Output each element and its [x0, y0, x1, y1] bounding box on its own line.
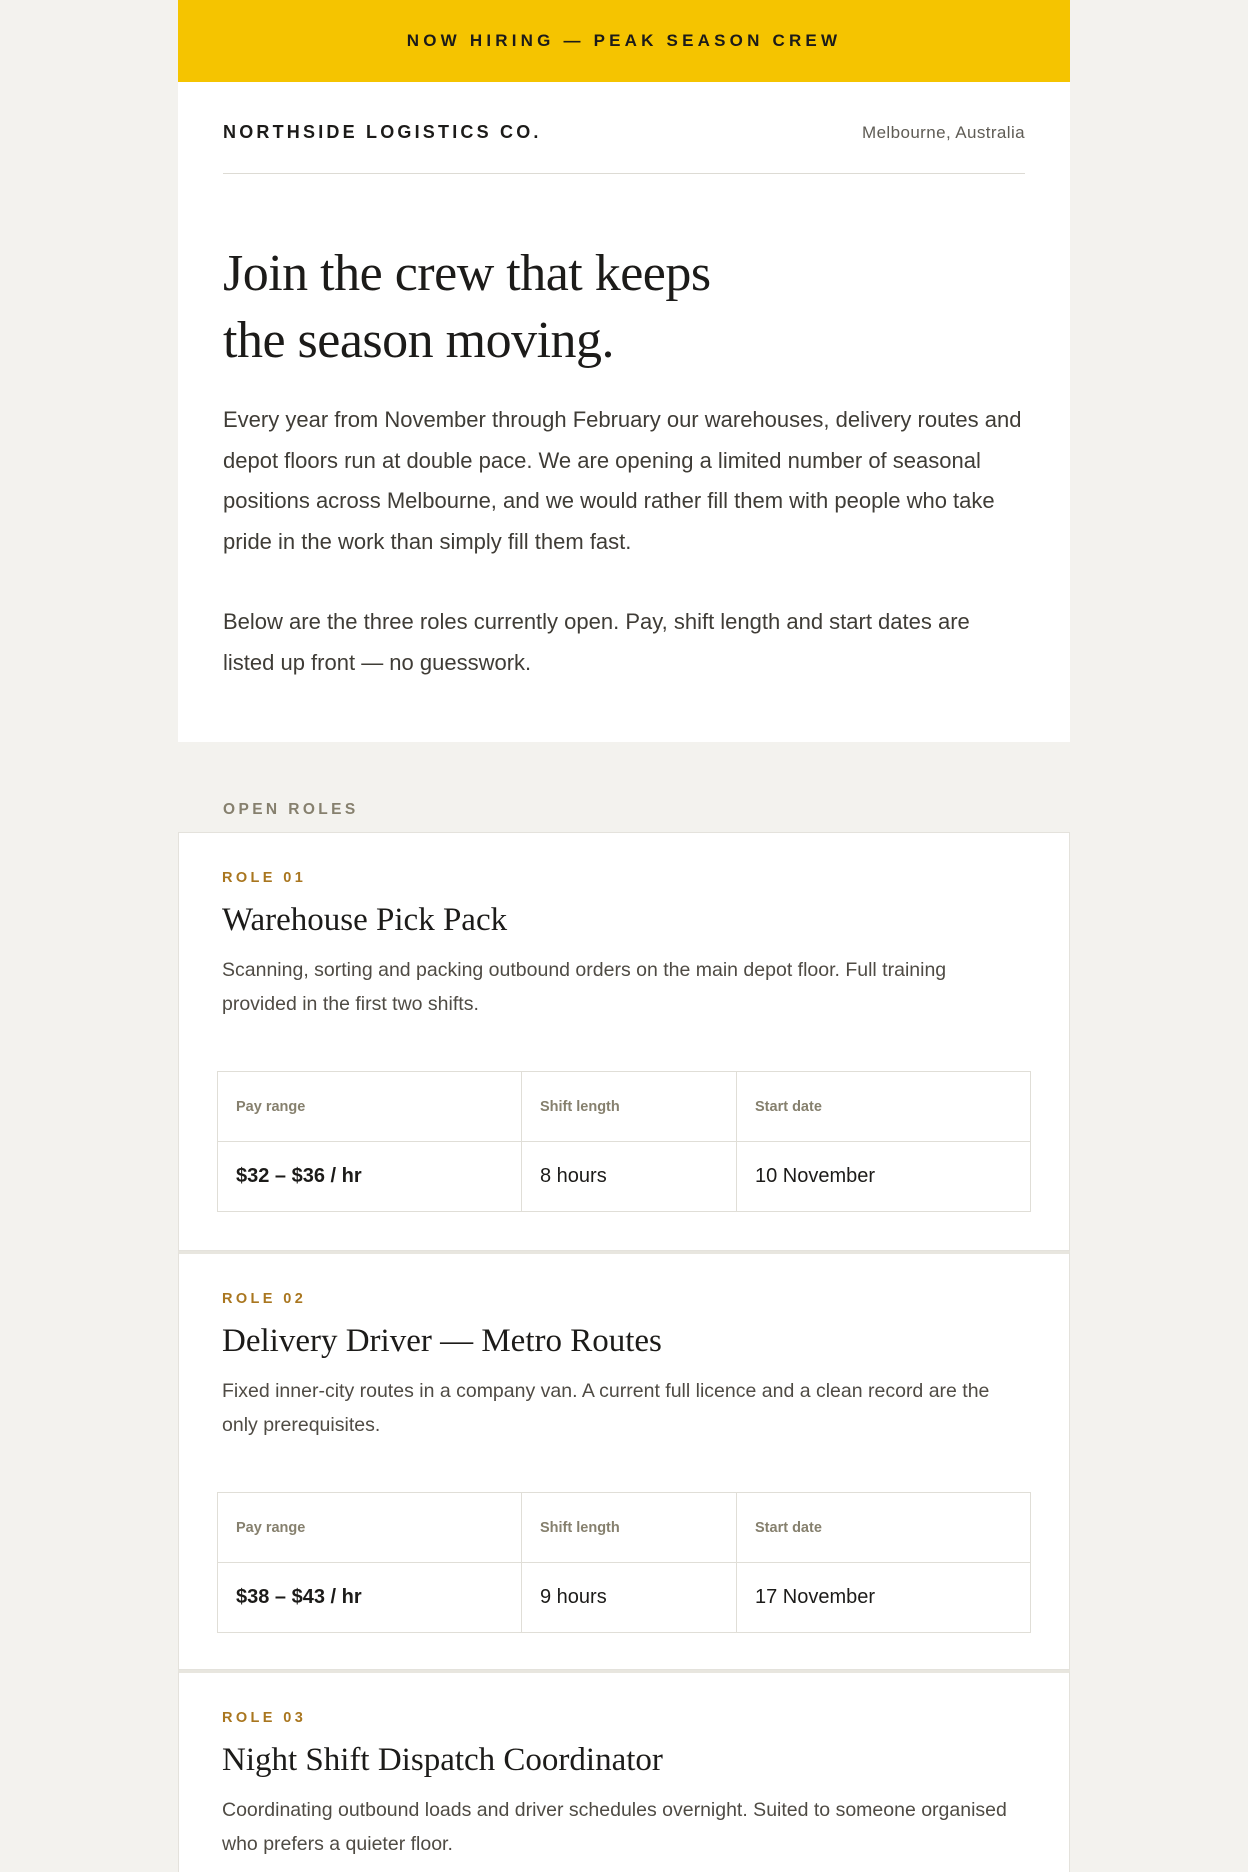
fact-cell	[737, 1493, 1031, 1563]
fact-cell	[737, 1072, 1031, 1142]
pay-range-value: $32 – $36 / hr	[236, 1165, 362, 1187]
shift-length-label: Shift length	[540, 1098, 620, 1115]
intro-paragraph-1: Every year from November through February our warehouses, delivery routes and depot floors run at double pace. We are opening a limited number of seasonal positions across Melbourne, and we would rather fill them with people who take pride in the work than simply fill them fast.	[223, 407, 1022, 554]
fact-cell	[218, 1142, 522, 1212]
start-date-label: Start date	[755, 1519, 822, 1536]
fact-cell	[522, 1072, 737, 1142]
pay-range-label: Pay range	[236, 1098, 306, 1115]
fact-cell	[522, 1563, 737, 1633]
shift-length-value: 9 hours	[540, 1586, 607, 1608]
fact-cell	[737, 1563, 1031, 1633]
pay-range-value: $38 – $43 / hr	[236, 1586, 362, 1608]
role-title[interactable]: Warehouse Pick Pack	[222, 902, 508, 938]
brand-name: NORTHSIDE LOGISTICS CO.	[223, 122, 542, 142]
role-title[interactable]: Delivery Driver — Metro Routes	[222, 1323, 662, 1359]
role-facts-table	[217, 1492, 1031, 1633]
open-roles-label: OPEN ROLES	[223, 801, 359, 818]
role-description: Scanning, sorting and packing outbound orders on the main depot floor. Full training provided in the first two shifts.	[222, 959, 947, 1015]
headline-line-2: the season moving.	[223, 312, 615, 369]
role-card[interactable]	[178, 1670, 1070, 1872]
fact-cell	[737, 1142, 1031, 1212]
intro-section	[178, 82, 1070, 742]
shift-length-value: 8 hours	[540, 1165, 607, 1187]
shift-length-label: Shift length	[540, 1519, 620, 1536]
roles-list	[178, 832, 1070, 1872]
banner-text: NOW HIRING — PEAK SEASON CREW	[406, 31, 842, 50]
role-facts-table	[217, 1071, 1031, 1212]
role-card[interactable]	[178, 832, 1070, 1251]
role-description: Fixed inner-city routes in a company van. A current full licence and a clean record are the only prerequisites.	[222, 1380, 990, 1436]
headline-line-1: Join the crew that keeps	[223, 245, 711, 302]
intro-paragraph-2: Below are the three roles currently open. Pay, shift length and start dates are listed up front — no guesswork.	[223, 609, 970, 675]
start-date-value: 10 November	[755, 1165, 876, 1187]
location-text: Melbourne, Australia	[862, 122, 1025, 142]
role-number: ROLE 03	[222, 1710, 307, 1726]
pay-range-label: Pay range	[236, 1519, 306, 1536]
role-number: ROLE 02	[222, 1291, 307, 1307]
page	[178, 0, 1070, 1872]
start-date-value: 17 November	[755, 1586, 876, 1608]
fact-cell	[218, 1072, 522, 1142]
hiring-banner	[178, 0, 1070, 82]
fact-cell	[218, 1493, 522, 1563]
role-number: ROLE 01	[222, 870, 307, 886]
role-title[interactable]: Night Shift Dispatch Coordinator	[222, 1742, 663, 1778]
start-date-label: Start date	[755, 1098, 822, 1115]
fact-cell	[522, 1142, 737, 1212]
fact-cell	[522, 1493, 737, 1563]
fact-cell	[218, 1563, 522, 1633]
role-card[interactable]	[178, 1251, 1070, 1670]
role-description: Coordinating outbound loads and driver schedules overnight. Suited to someone organised who prefers a quieter floor.	[222, 1799, 1007, 1855]
header	[223, 82, 1025, 174]
headline	[223, 240, 783, 374]
